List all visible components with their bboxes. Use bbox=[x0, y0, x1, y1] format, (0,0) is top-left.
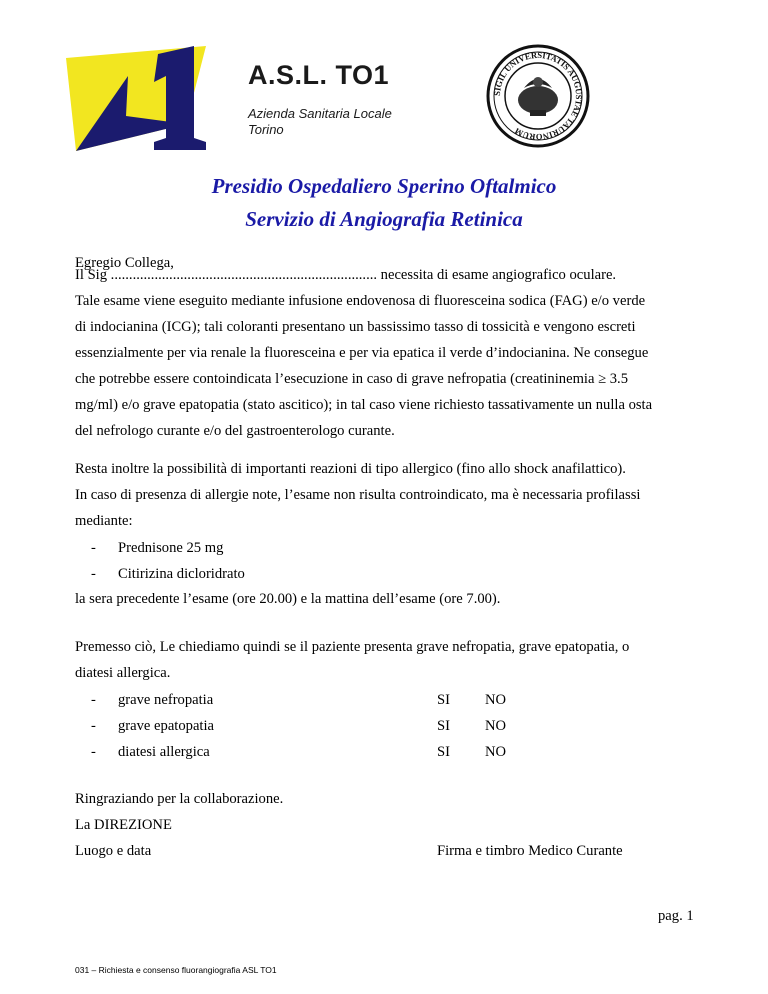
hospital-heading: Presidio Ospedaliero Sperino Oftalmico bbox=[211, 174, 557, 198]
prophylaxis-item-2: Citirizina dicloridrato bbox=[118, 566, 245, 582]
asl-logo bbox=[66, 46, 246, 156]
p1-line-7: del nefrologo curante e/o del gastroenterologo curante. bbox=[75, 423, 395, 439]
p2-line-3: mediante: bbox=[75, 513, 133, 529]
prophylaxis-item-1: Prednisone 25 mg bbox=[118, 540, 224, 556]
page-number: pag. 1 bbox=[658, 908, 694, 924]
condition-no-option: NO bbox=[485, 718, 507, 734]
p2-after: la sera precedente l’esame (ore 20.00) e la mattina dell’esame (ore 7.00). bbox=[75, 591, 501, 607]
service-heading: Servizio di Angiografia Retinica bbox=[245, 207, 523, 231]
p1-line-2: Tale esame viene eseguito mediante infusione endovenosa di fluoresceina sodica (FAG) e/o verde bbox=[75, 293, 646, 309]
condition-yes-option: SI bbox=[437, 718, 450, 734]
list-dash: - bbox=[91, 718, 96, 734]
org-subtitle-1: Azienda Sanitaria Locale bbox=[248, 106, 392, 121]
condition-label: grave nefropatia bbox=[118, 692, 214, 708]
p3-line-2: diatesi allergica. bbox=[75, 665, 171, 681]
p1-line-6: mg/ml) e/o grave epatopatia (stato ascitico); in tal caso viene richiesto tassativamente un nulla osta bbox=[75, 397, 653, 413]
place-date-label: Luogo e data bbox=[75, 843, 152, 859]
greeting: Egregio Collega, bbox=[75, 255, 174, 271]
university-seal bbox=[486, 44, 590, 148]
list-dash: - bbox=[91, 744, 96, 760]
org-title: A.S.L. TO1 bbox=[248, 60, 390, 90]
condition-label: diatesi allergica bbox=[118, 744, 210, 760]
list-dash: - bbox=[91, 692, 96, 708]
p2-line-1: Resta inoltre la possibilità di importanti reazioni di tipo allergico (fino allo shock anafilattico). bbox=[75, 461, 626, 477]
document-footer: 031 – Richiesta e consenso fluorangiografia ASL TO1 bbox=[75, 965, 277, 975]
p1-line-1: Il Sig ......................................................................... necessita di esame angiografico oculare. bbox=[75, 267, 617, 283]
p1-line-4: essenzialmente per via renale la fluoresceina e per via epatica il verde d’indocianina. Ne consegue bbox=[75, 345, 649, 361]
p3-line-1: Premesso ciò, Le chiediamo quindi se il paziente presenta grave nefropatia, grave epatopatia, o bbox=[75, 639, 630, 655]
thanks-line: Ringraziando per la collaborazione. bbox=[75, 791, 284, 807]
condition-label: grave epatopatia bbox=[118, 718, 215, 734]
list-dash: - bbox=[91, 540, 96, 556]
p1-line-5: che potrebbe essere contoindicata l’esecuzione in caso di grave nefropatia (creatininemia ≥ 3.5 bbox=[75, 371, 628, 387]
list-dash: - bbox=[91, 566, 96, 582]
condition-yes-option: SI bbox=[437, 692, 450, 708]
p2-line-2: In caso di presenza di allergie note, l’esame non risulta controindicato, ma è necessaria profilassi bbox=[75, 487, 641, 503]
signature-label: Firma e timbro Medico Curante bbox=[437, 843, 623, 859]
condition-no-option: NO bbox=[485, 692, 507, 708]
condition-no-option: NO bbox=[485, 744, 507, 760]
direction-line: La DIREZIONE bbox=[75, 817, 172, 833]
org-subtitle-2: Torino bbox=[248, 122, 284, 137]
condition-yes-option: SI bbox=[437, 744, 450, 760]
p1-line-3: di indocianina (ICG); tali coloranti presentano un bassissimo tasso di tossicità e vengono escreti bbox=[75, 319, 636, 335]
seal-text: SIGIL UNIVERSITATIS AUGUSTAE TAURINORUM bbox=[491, 49, 585, 143]
